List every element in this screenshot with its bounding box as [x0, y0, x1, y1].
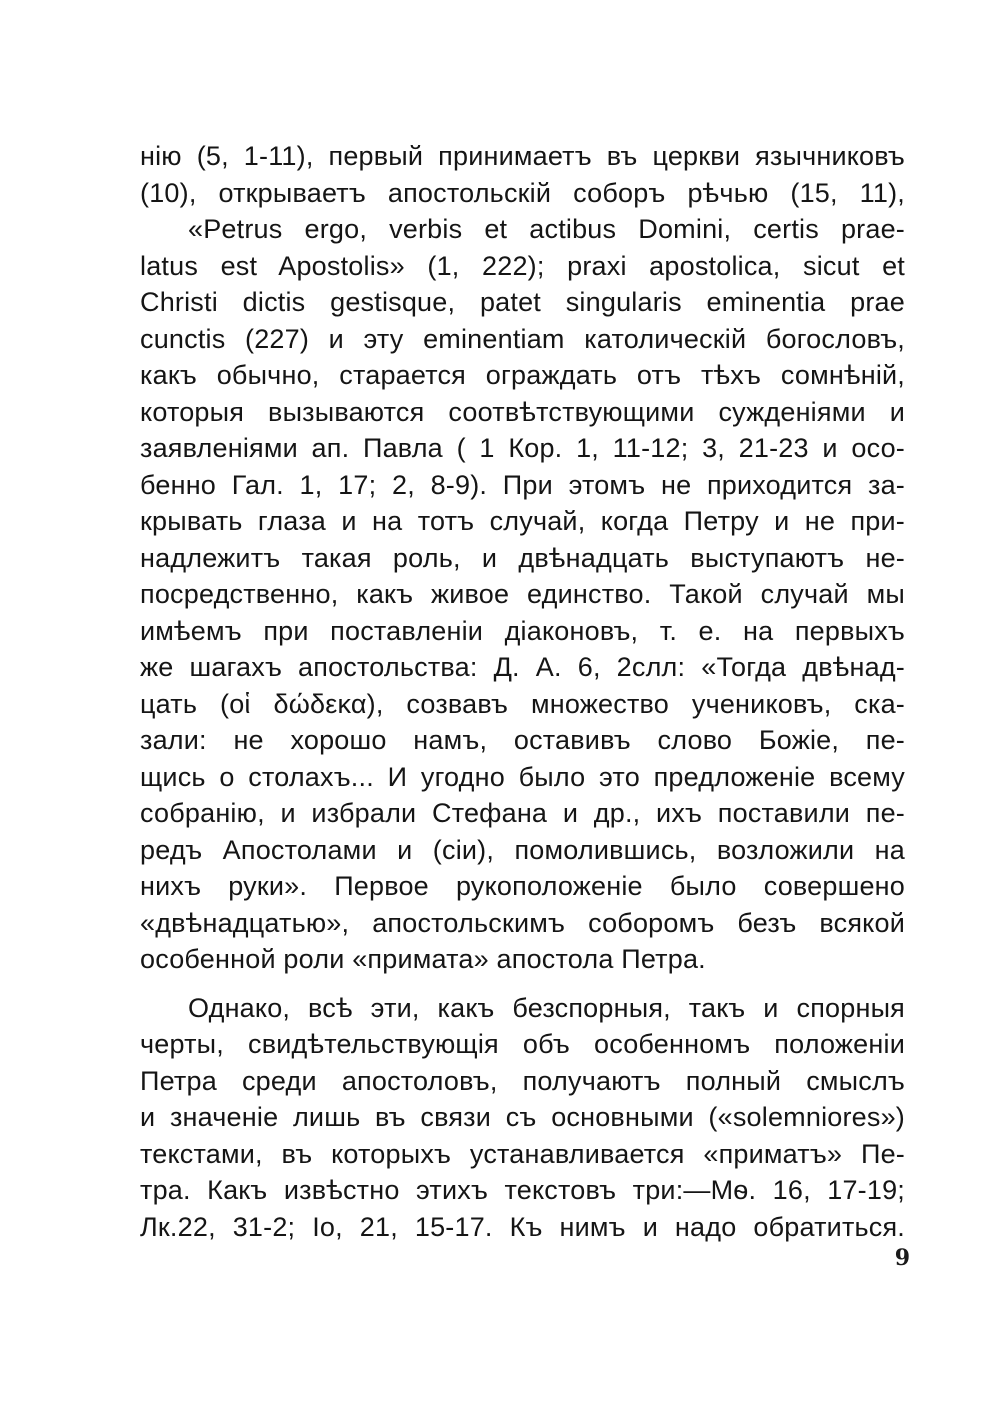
text-line: собранію, и избрали Стефана и др., ихъ поставили пе-: [140, 798, 905, 828]
text-line: тра. Какъ извѣстно этихъ текстовъ три:—Мѳ. 16, 17-19;: [140, 1175, 905, 1205]
paragraph-2: [140, 990, 905, 1246]
text-line: Однако, всѣ эти, какъ безспорныя, такъ и спорныя: [188, 992, 905, 1023]
text-line: и значеніе лишь въ связи съ основными («solemniores»): [140, 1102, 905, 1132]
text-line: посредственно, какъ живое единство. Такой случай мы: [140, 579, 905, 609]
text-line: цать (οἱ δώδεκα), созвавъ множество учениковъ, ска-: [140, 688, 905, 719]
text-line: «двѣнадцатью», апостольскимъ соборомъ безъ всякой: [140, 907, 905, 938]
text-line: особенной роли «примата» апостола Петра.: [140, 944, 706, 974]
paragraph-gap: [140, 978, 905, 990]
text-line: же шагахъ апостольства: Д. А. 6, 2слл: «Тогда двѣнад-: [140, 652, 905, 682]
text-line: щись о столахъ... И угодно было это предложеніе всему: [140, 761, 905, 792]
text-line: зали: не хорошо намъ, оставивъ слово Божіе, пе-: [140, 725, 905, 755]
text-line: которыя вызываются соотвѣтствующими сужденіями и: [140, 396, 905, 427]
text-line: заявленіями ап. Павла ( 1 Кор. 1, 11-12; 3, 21-23 и осо-: [140, 433, 905, 463]
text-line: крывать глаза и на тотъ случай, когда Петру и не при-: [140, 506, 905, 536]
text-line: какъ обычно, старается ограждать отъ тѣхъ сомнѣній,: [140, 360, 905, 390]
text-line: бенно Гал. 1, 17; 2, 8-9). При этомъ не приходится за-: [140, 469, 905, 500]
paragraph-1: [140, 138, 905, 978]
text-line: «Petrus ergo, verbis et actibus Domini, certis prae-: [188, 214, 905, 244]
text-line: cunctis (227) и эту eminentiam католическій богословъ,: [140, 323, 905, 354]
text-line: надлежитъ такая роль, и двѣнадцать выступаютъ не-: [140, 542, 905, 573]
text-line: черты, свидѣтельствующія объ особенномъ положеніи: [140, 1029, 905, 1059]
page-number: 9: [894, 1245, 910, 1271]
text-line: Петра среди апостоловъ, получаютъ полный смыслъ: [140, 1065, 905, 1096]
text-line: текстами, въ которыхъ устанавливается «приматъ» Пе-: [140, 1138, 905, 1169]
text-line: Christi dictis gestisque, patet singularis eminentia prae: [140, 287, 905, 317]
text-line: нихъ руки». Первое рукоположеніе было совершено: [140, 871, 905, 901]
text-line: (10), открываетъ апостольскій соборъ рѣчью (15, 11),: [140, 177, 905, 208]
text-line: Лк.22, 31-2; Іо, 21, 15-17. Къ нимъ и надо обратиться.: [140, 1211, 905, 1242]
text-line: редъ Апостолами и (сіи), помолившись, возложили на: [140, 834, 905, 865]
text-line: latus est Apostolis» (1, 222); praxi apostolica, sicut et: [140, 250, 905, 281]
body-text: [140, 138, 905, 1245]
text-line: имѣемъ при поставленіи діаконовъ, т. е. на первыхъ: [140, 615, 905, 646]
text-line: нію (5, 1-11), первый принимаетъ въ церкви язычниковъ: [140, 141, 905, 171]
